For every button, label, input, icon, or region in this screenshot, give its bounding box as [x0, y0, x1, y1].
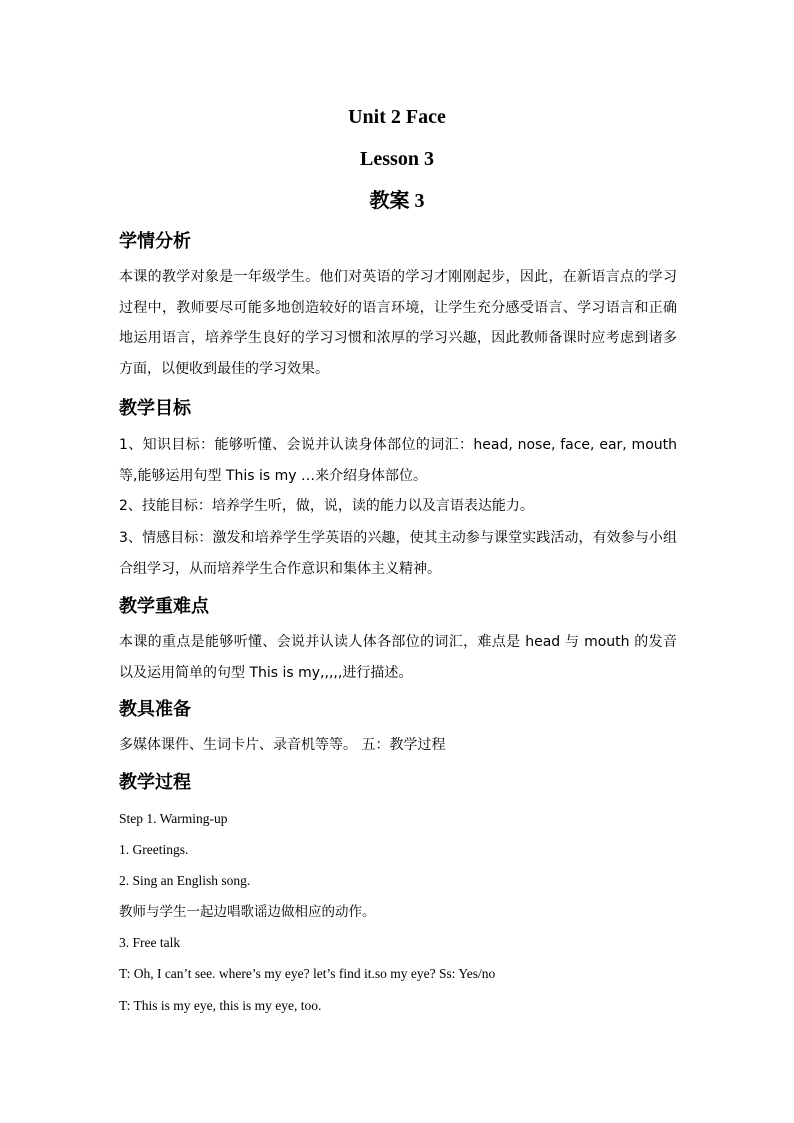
section-heading-key-points: 教学重难点 [119, 596, 209, 617]
process-line: 教师与学生一起边唱歌谣边做相应的动作。 [119, 904, 376, 920]
process-line: Step 1. Warming-up [119, 811, 228, 826]
objective-item-2: 2、技能目标：培养学生听，做，说，读的能力以及言语表达能力。 [119, 498, 534, 514]
process-line: T: Oh, I can’t see. where’s my eye? let’s find it.so my eye? Ss: Yes/no [119, 966, 496, 981]
objective-item-3: 3、情感目标：激发和培养学生学英语的兴趣，使其主动参与课堂实践活动，有效参与小组合组学习，从而培养学生合作意识和集体主义精神。 [119, 530, 677, 577]
lesson-title: Lesson 3 [360, 148, 434, 170]
process-line: 3. Free talk [119, 935, 181, 950]
key-points-paragraph: 本课的重点是能够听懂、会说并认读人体各部位的词汇，难点是 head 与 mouth 的发音以及运用简单的句型 This is my,,,,,进行描述。 [119, 634, 677, 681]
process-line: 2. Sing an English song. [119, 873, 251, 888]
unit-title: Unit 2 Face [348, 106, 446, 128]
analysis-paragraph: 本课的教学对象是一年级学生。他们对英语的学习才刚刚起步，因此，在新语言点的学习过程中，教师要尽可能多地创造较好的语言环境，让学生充分感受语言、学习语言和正确地运用语言，培养学生良好的学习习惯和浓厚的学习兴趣，因此教师备课时应考虑到诸多方面，以便收到最佳的学习效果。 [119, 269, 677, 377]
objective-item-1: 1、知识目标：能够听懂、会说并认读身体部位的词汇：head, nose, face, ear, mouth 等,能够运用句型 This is my …来介绍身体部位。 [119, 437, 677, 484]
section-heading-objectives: 教学目标 [119, 398, 191, 419]
plan-title: 教案 3 [369, 190, 425, 212]
section-heading-process: 教学过程 [119, 772, 191, 793]
section-heading-analysis: 学情分析 [119, 231, 191, 252]
process-line: T: This is my eye, this is my eye, too. [119, 998, 322, 1013]
section-heading-materials: 教具准备 [119, 699, 191, 720]
materials-paragraph: 多媒体课件、生词卡片、录音机等等。 五：教学过程 [119, 737, 446, 753]
process-line: 1. Greetings. [119, 842, 189, 857]
